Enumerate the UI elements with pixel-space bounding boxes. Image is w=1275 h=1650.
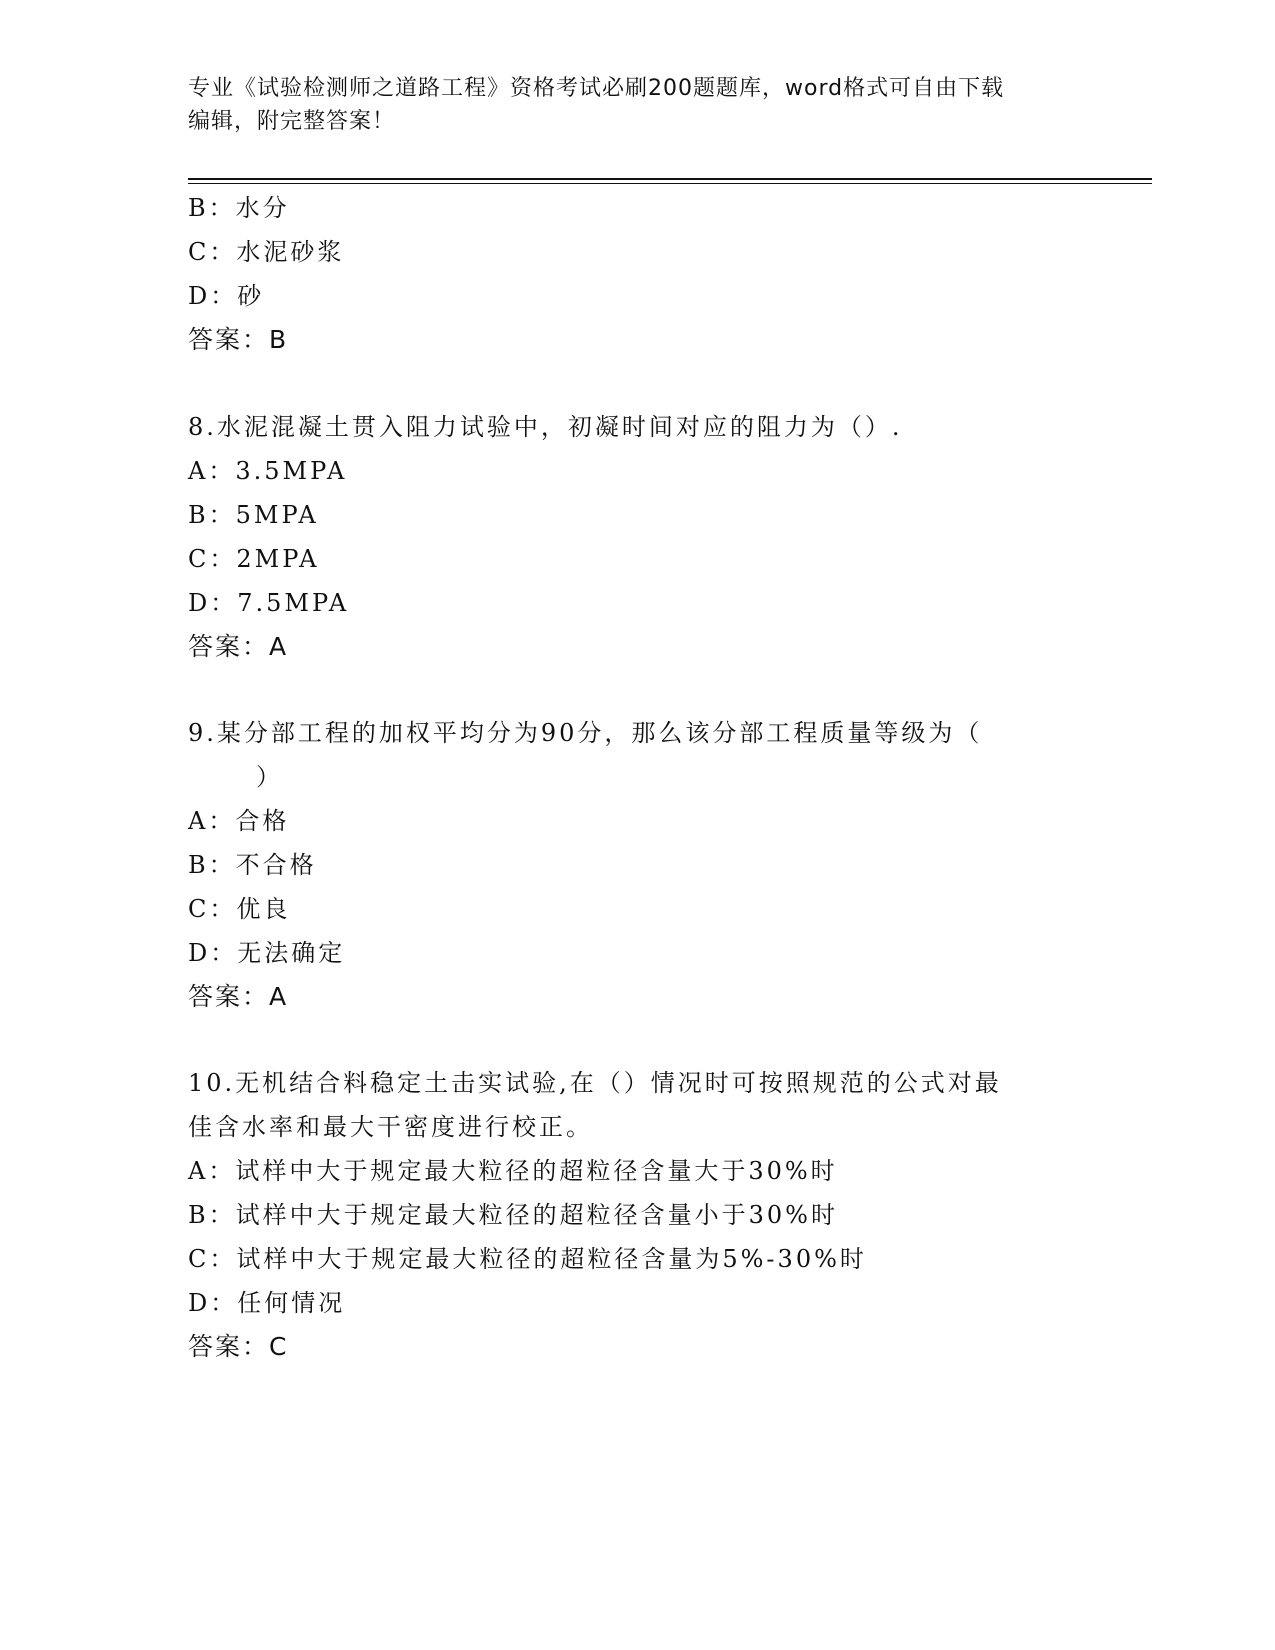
q9-question-line-1: 9.某分部工程的加权平均分为90分，那么该分部工程质量等级为（ [188, 719, 983, 747]
header-title-line-1: 专业《试验检测师之道路工程》资格考试必刷200题题库，word格式可自由下载 [188, 76, 1005, 101]
header-title-line-2: 编辑，附完整答案！ [188, 109, 396, 134]
q7-answer: 答案：B [188, 325, 289, 354]
q8-option-a: A：3.5MPA [188, 457, 348, 485]
q8-question: 8.水泥混凝土贯入阻力试验中，初凝时间对应的阻力为（）. [188, 413, 903, 441]
q10-option-a: A：试样中大于规定最大粒径的超粒径含量大于30%时 [188, 1157, 838, 1185]
q9-option-a: A：合格 [188, 807, 290, 835]
q9-question-line-2: ） [256, 763, 283, 791]
q7-option-d: D：砂 [188, 282, 265, 310]
header-divider-thick [188, 178, 1152, 180]
q10-answer: 答案：C [188, 1332, 289, 1361]
q9-option-b: B：不合格 [188, 851, 317, 879]
q10-question-line-1: 10.无机结合料稳定土击实试验,在（）情况时可按照规范的公式对最 [188, 1069, 1002, 1097]
q8-option-c: C：2MPA [188, 545, 320, 573]
q9-answer: 答案：A [188, 982, 289, 1011]
q9-option-d: D：无法确定 [188, 939, 346, 967]
q10-option-d: D：任何情况 [188, 1289, 346, 1317]
header-divider-thin [188, 183, 1152, 184]
q7-option-b: B：水分 [188, 194, 290, 222]
q10-question-line-2: 佳含水率和最大干密度进行校正。 [188, 1113, 593, 1141]
q7-option-c: C：水泥砂浆 [188, 238, 345, 266]
document-header [188, 72, 1068, 138]
q8-option-d: D：7.5MPA [188, 589, 350, 617]
q8-option-b: B：5MPA [188, 501, 319, 529]
q10-option-b: B：试样中大于规定最大粒径的超粒径含量小于30%时 [188, 1201, 838, 1229]
q8-answer: 答案：A [188, 632, 289, 661]
q9-option-c: C：优良 [188, 895, 291, 923]
q10-option-c: C：试样中大于规定最大粒径的超粒径含量为5%-30%时 [188, 1245, 867, 1273]
